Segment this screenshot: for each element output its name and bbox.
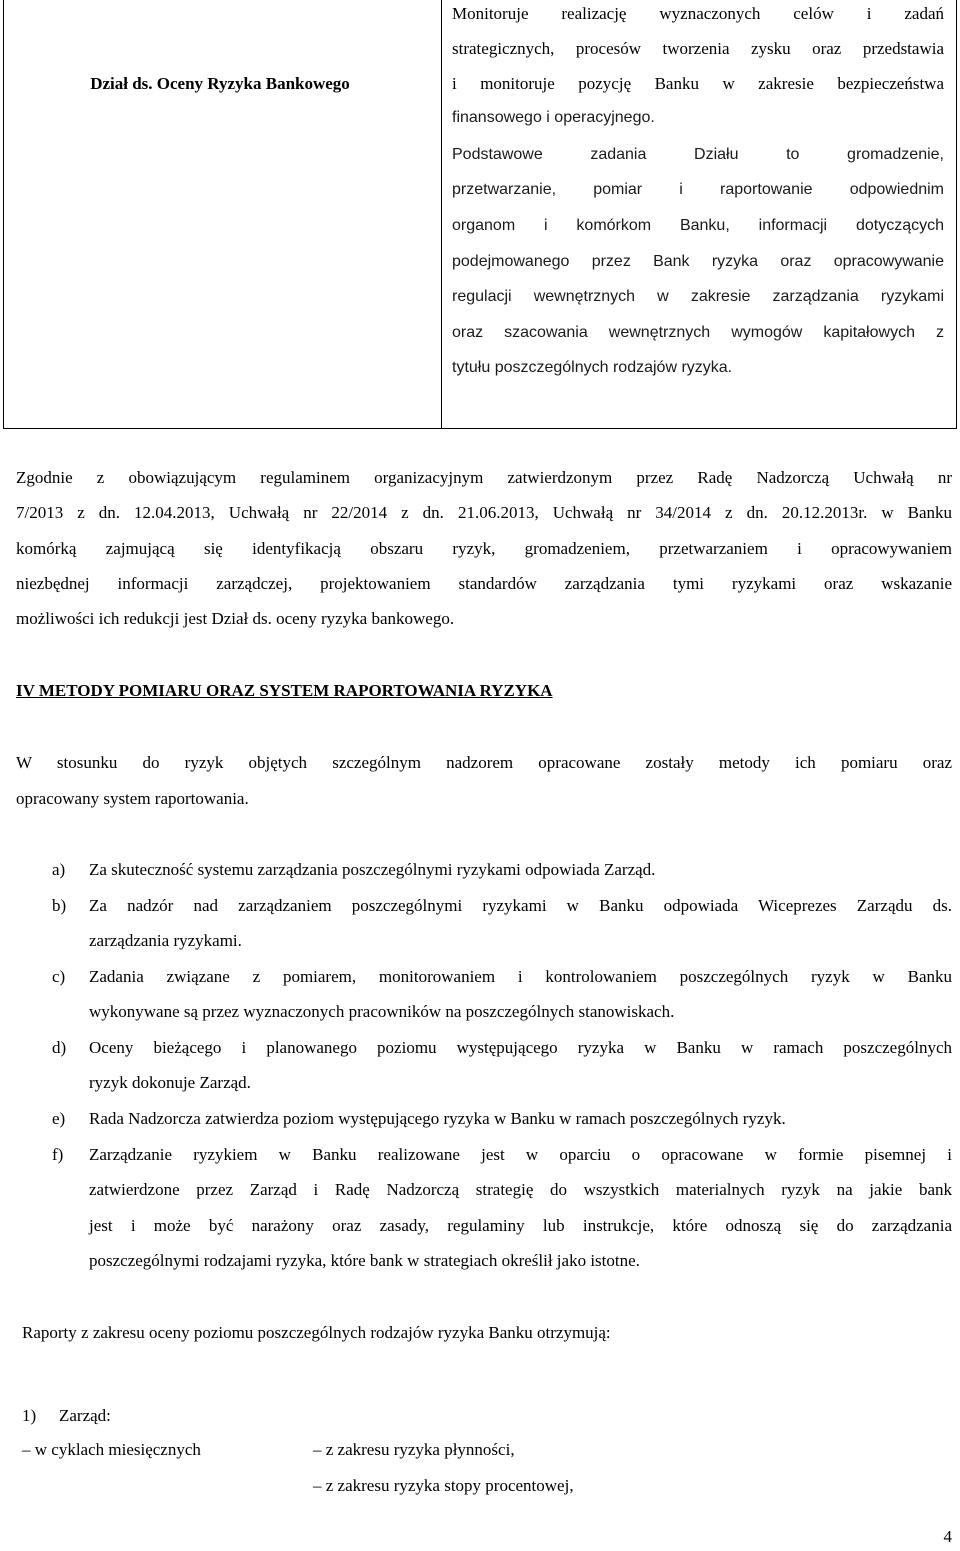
- list-item-line: wykonywane są przez wyznaczonych pracowników na poszczególnych stanowiskach.: [89, 1002, 675, 1021]
- recipient-marker: 1): [22, 1406, 37, 1425]
- report-scope-item: – z zakresu ryzyka stopy procentowej,: [313, 1476, 574, 1495]
- table-tasks-line: organom i komórkom Banku, informacji dotyczących: [452, 217, 944, 234]
- table-tasks-line: Podstawowe zadania Działu to gromadzenie,: [452, 146, 944, 163]
- list-marker: e): [52, 1109, 66, 1128]
- section-heading: IV METODY POMIARU ORAZ SYSTEM RAPORTOWANIA RYZYKA: [16, 681, 553, 700]
- paragraph-line: niezbędnej informacji zarządczej, projektowaniem standardów zarządzania tymi ryzykami oraz wskazanie: [16, 574, 952, 593]
- list-item-line: zatwierdzone przez Zarząd i Radę Nadzorczą strategię do wszystkich materialnych ryzyk na jakie bank: [89, 1180, 952, 1199]
- table-tasks-line: podejmowanego przez Bank ryzyka oraz opracowywanie: [452, 253, 944, 270]
- table-tasks-line: oraz szacowania wewnętrznych wymogów kapitałowych z: [452, 324, 944, 341]
- list-item-line: jest i może być narażony oraz zasady, regulaminy lub instrukcje, które odnoszą się do zarządzania: [89, 1216, 952, 1235]
- paragraph-line: możliwości ich redukcji jest Dział ds. oceny ryzyka bankowego.: [16, 609, 455, 628]
- report-scope-item: – z zakresu ryzyka płynności,: [313, 1440, 515, 1459]
- list-item-line: Oceny bieżącego i planowanego poziomu występującego ryzyka w Banku w ramach poszczególnych: [89, 1038, 952, 1057]
- list-item-line: Rada Nadzorcza zatwierdza poziom występującego ryzyka w Banku w ramach poszczególnych ryzyk.: [89, 1109, 786, 1128]
- paragraph-line: komórką zajmującą się identyfikacją obszaru ryzyk, gromadzeniem, przetwarzaniem i opracowywaniem: [16, 539, 952, 558]
- list-item-line: Za nadzór nad zarządzaniem poszczególnymi ryzykami w Banku odpowiada Wiceprezes Zarządu ds.: [89, 896, 952, 915]
- paragraph-line: 7/2013 z dn. 12.04.2013, Uchwałą nr 22/2014 z dn. 21.06.2013, Uchwałą nr 34/2014 z dn. 20.12.2013r. w Banku: [16, 503, 952, 522]
- table-tasks-line: tytułu poszczególnych rodzajów ryzyka.: [452, 359, 733, 376]
- list-marker: d): [52, 1038, 67, 1057]
- list-item-line: Zadania związane z pomiarem, monitorowaniem i kontrolowaniem poszczególnych ryzyk w Banku: [89, 967, 952, 986]
- table-description-line: strategicznych, procesów tworzenia zysku oraz przedstawia: [452, 39, 944, 58]
- table-column-divider: [441, 0, 442, 429]
- list-marker: b): [52, 896, 67, 915]
- list-item-line: poszczególnymi rodzajami ryzyka, które bank w strategiach określił jako istotne.: [89, 1251, 640, 1270]
- department-name: Dział ds. Oceny Ryzyka Bankowego: [90, 74, 350, 93]
- list-item-line: Za skuteczność systemu zarządzania poszczególnymi ryzykami odpowiada Zarząd.: [89, 860, 656, 879]
- paragraph-line: Zgodnie z obowiązującym regulaminem organizacyjnym zatwierdzonym przez Radę Nadzorczą Uchwałą nr: [16, 468, 952, 487]
- table-description-line: finansowego i operacyjnego.: [452, 109, 655, 126]
- list-item-line: zarządzania ryzykami.: [89, 931, 242, 950]
- table-tasks-line: przetwarzanie, pomiar i raportowanie odpowiednim: [452, 181, 944, 198]
- list-item-line: Zarządzanie ryzykiem w Banku realizowane jest w oparciu o opracowane w formie pisemnej i: [89, 1145, 952, 1164]
- list-marker: f): [52, 1145, 64, 1164]
- list-item-line: ryzyk dokonuje Zarząd.: [89, 1073, 251, 1092]
- table-description-line: i monitoruje pozycję Banku w zakresie bezpieczeństwa: [452, 74, 944, 93]
- reports-intro: Raporty z zakresu oceny poziomu poszczególnych rodzajów ryzyka Banku otrzymują:: [22, 1323, 611, 1342]
- list-marker: c): [52, 967, 66, 986]
- recipient-label: Zarząd:: [59, 1406, 111, 1425]
- table-description-line: Monitoruje realizację wyznaczonych celów i zadań: [452, 4, 944, 23]
- list-marker: a): [52, 860, 66, 879]
- paragraph-line: W stosunku do ryzyk objętych szczególnym nadzorem opracowane zostały metody ich pomiaru oraz: [16, 753, 952, 772]
- page-number: 4: [943, 1527, 952, 1546]
- table-tasks-line: regulacji wewnętrznych w zakresie zarządzania ryzykami: [452, 288, 944, 305]
- report-cycle: – w cyklach miesięcznych: [22, 1440, 201, 1459]
- paragraph-line: opracowany system raportowania.: [16, 789, 249, 808]
